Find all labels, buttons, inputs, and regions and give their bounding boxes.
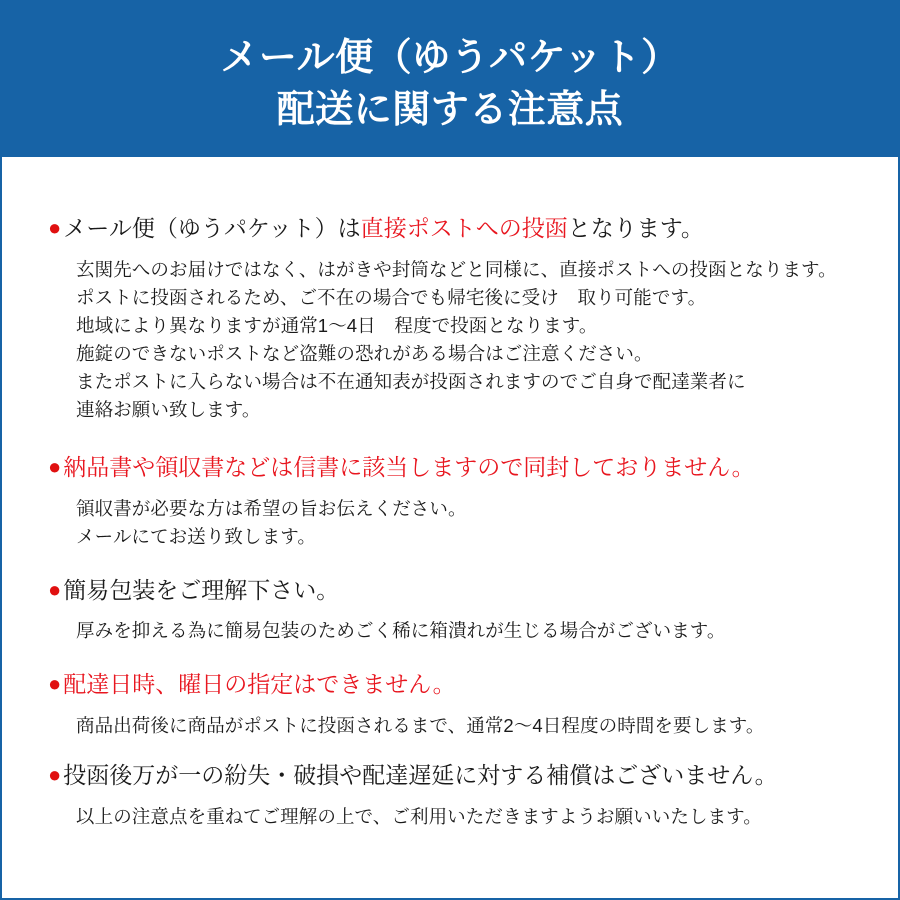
notice-item-heading — [48, 573, 852, 608]
notice-item — [48, 758, 852, 831]
notice-item-heading-text — [63, 450, 852, 485]
notice-item-detail — [76, 712, 852, 740]
notice-item-detail — [76, 803, 852, 831]
detail-line: 地域により異なりますが通常1〜4日 程度で投函となります。 — [76, 314, 598, 336]
detail-line: またポストに入らない場合は不在通知表が投函されますのでご自身で配達業者に — [76, 370, 746, 392]
notice-item-detail — [76, 495, 852, 551]
notice-item-heading — [48, 211, 852, 246]
notice-item — [48, 450, 852, 551]
notice-item — [48, 667, 852, 740]
detail-line: メールにてお送り致します。 — [76, 525, 316, 547]
bullet-icon: ● — [48, 215, 62, 240]
notice-item — [48, 211, 852, 424]
heading-segment: 配達日時、曜日の指定はできません。 — [63, 671, 456, 698]
detail-line: ポストに投函されるため、ご不在の場合でも帰宅後に受け 取り可能です。 — [76, 286, 707, 308]
notice-item — [48, 573, 852, 646]
notice-item-heading-text — [63, 211, 852, 246]
notice-item-detail — [76, 256, 852, 425]
heading-segment: 投函後万が一の紛失・破損や配達遅延に対する補償はございません。 — [63, 762, 778, 789]
notice-item-heading-text — [63, 667, 852, 702]
header-title-line2: 配送に関する注意点 — [276, 89, 624, 132]
heading-segment: となります。 — [567, 215, 704, 241]
notice-item-heading-text — [63, 758, 852, 793]
heading-segment: メール便（ゆうパケット）は — [63, 215, 361, 241]
notice-item-heading — [48, 450, 852, 485]
bullet-icon: ● — [48, 671, 62, 697]
detail-line: 領収書が必要な方は希望の旨お伝えください。 — [76, 497, 467, 519]
heading-segment: 納品書や領収書などは信書に該当しますので同封しておりません。 — [63, 454, 755, 481]
notice-item-heading — [48, 758, 852, 793]
detail-line: 連絡お願い致します。 — [76, 399, 261, 421]
heading-segment: 簡易包装をご理解下さい。 — [63, 576, 340, 603]
notice-item-detail — [76, 617, 852, 645]
detail-line: 玄関先へのお届けではなく、はがきや封筒などと同様に、直接ポストへの投函となります。 — [76, 258, 837, 280]
detail-line: 以上の注意点を重ねてご理解の上で、ご利用いただきますようお願いいたします。 — [76, 805, 762, 827]
bullet-icon: ● — [48, 454, 62, 480]
bullet-icon: ● — [48, 576, 62, 602]
page-header — [2, 2, 898, 157]
detail-line: 商品出荷後に商品がポストに投函されるまで、通常2〜4日程度の時間を要します。 — [76, 714, 765, 736]
notice-item-heading — [48, 667, 852, 702]
header-title-line1: メール便（ゆうパケット） — [220, 37, 680, 79]
notice-item-list — [48, 211, 852, 831]
detail-line: 施錠のできないポストなど盗難の恐れがある場合はご注意ください。 — [76, 342, 653, 364]
detail-line: 厚みを抑える為に簡易包装のためごく稀に箱潰れが生じる場合がございます。 — [76, 620, 726, 642]
notice-item-heading-text — [63, 573, 852, 608]
heading-segment: 直接ポストへの投函 — [360, 215, 568, 241]
bullet-icon: ● — [48, 762, 62, 788]
notice-body — [2, 157, 898, 859]
